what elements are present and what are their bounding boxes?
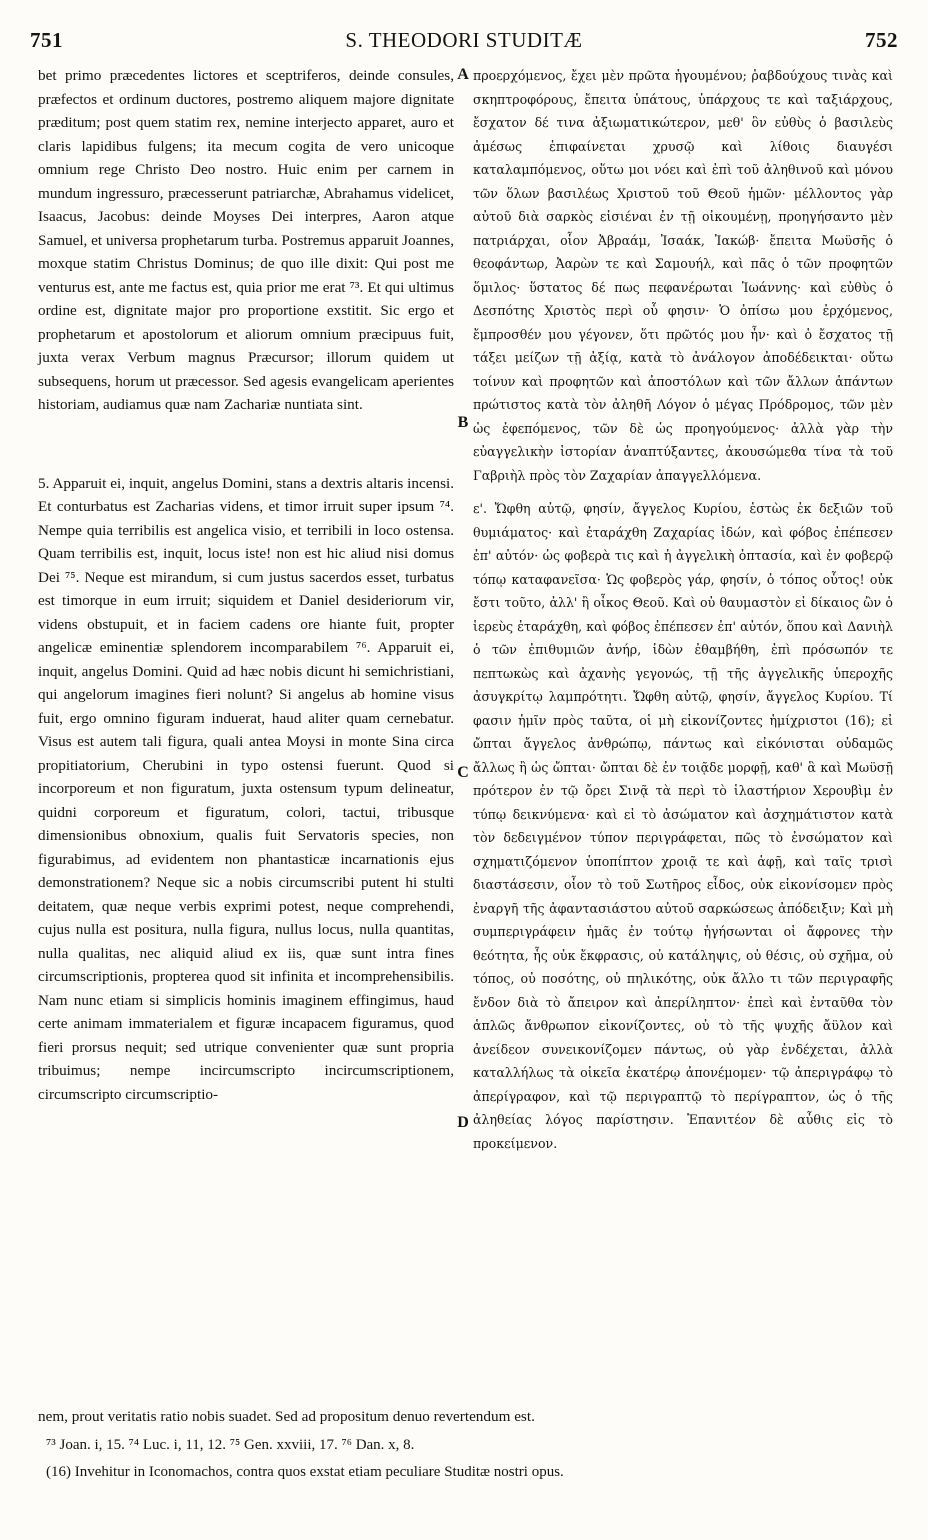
paragraph-gap xyxy=(473,487,893,497)
latin-paragraph-2: 5. Apparuit ei, inquit, angelus Domini, stans a dextris altaris incensi. Et conturbatus est Zacharias videns, et timor irruit super ipsum ⁷⁴. Nempe quia terribilis est angelica visio, et terribili in loco ostensa. Quam terribilis est, inquit, locus iste! non est hic aliud nisi domus Dei ⁷⁵. Neque est mirandum, si cum justus sacerdos esset, turbatus est timorque in eum irruit; siquidem et Daniel desideriorum vir, videns obstupuit, et in faciem cadens ore hiante fuit, propter angelicæ eminentiæ splendorem incomparabilem ⁷⁶. Apparuit ei, inquit, angelus Domini. Quid ad hæc nobis dicunt hi semichristiani, qui angelorum imagines fieri nolunt? Si angelus ab homine visus fuit, ergo omnino figuram induerat, haud aliter quam cernebatur. Visus est autem tali figura, quali antea Moysi in monte Sina circa propitiatorium, Cherubini in typo ostensi fuerunt. Quod si incorporeum et non figuratum, juxta ostensum typum delineatur, quidni corporeum et figuratum, colori, tactui, tribusque dimensionibus obnoxium, qualis fuit Servatoris species, non figurabimus, ad evidentem non phantasticæ incarnationis ejus demonstrationem? Neque sic a nobis circumscribi putent hi stulti deitatem, quæ neque verbis exprimi potest, neque comprehendi, cujus nulla est positura, nulla figura, nullus locus, nulla quantitas, nulla qualitas, nec aliquid aliud ex iis, quæ sunt intra fines circumscriptionis, propterea quod sit infinita et incomprehensibilis. Nam nunc etiam si simplicis hominis imaginem effingimus, haud certe animam immaterialem et figuræ incapacem figuramus, quod fieri prorsus nequit; sed utrique convenienter quæ sunt propria tribuimus; nempe incircumscripto incircumscriptionem, circumscripto circumscriptio- xyxy=(38,474,454,1103)
right-page-number: 752 xyxy=(865,28,898,52)
greek-paragraph-2: ε'. Ὤφθη αὐτῷ, φησίν, ἄγγελος Κυρίου, ἑστὼς ἐκ δεξιῶν τοῦ θυμιάματος· καὶ ἐταράχθη Ζαχαρίας ἰδών, καὶ φόβος ἐπέπεσεν ἐπ' αὐτόν· ὡς φοβερὰ τις καὶ ἡ ἀγγελικὴ ὀπτασία, καὶ ἐν φοβερῷ τόπῳ καταφανεῖσα· Ὡς φοβερὸς γάρ, φησίν, ὁ τόπος οὗτος! οὐκ ἔστι τοῦτο, ἀλλ' ἢ οἶκος Θεοῦ. Καὶ οὐ θαυμαστὸν εἰ δίκαιος ὢν ὁ ἱερεὺς ἐταράχθη, καὶ φόβος ἐπέπεσεν ἐπ' αὐτόν, ὅπου καὶ Δανιὴλ ὁ τῶν ἐπιθυμιῶν ἀνήρ, ἰδὼν ἐθαμβήθη, ἐπὶ πρόσωπόν τε πεπτωκὼς καὶ ἀχανὴς γεγονώς, τῇ τῆς ἀγγελικῆς ὑπεροχῆς ἀσυγκρίτῳ λαμπρότητι. Ὤφθη αὐτῷ, φησίν, ἄγγελος Κυρίου. Τί φασιν ἡμῖν πρὸς ταῦτα, οἱ μὴ εἰκονίζοντες ἡμίχριστοι (16); εἰ ὤπται ἄγγελος ἀνθρώπῳ, πάντως καὶ εἰκόνισται οὐδαμῶς ἄλλως ἢ ὡς ὤπται· ὤπται δὲ ἐν τοιᾷδε μορφῇ, καθ' ἃ καὶ Μωϋσῇ πρότερον ἐν τῷ ὄρει Σινᾷ τὰ περὶ τὸ ἱλαστήριον Χερουβὶμ ἐν τύπῳ δεικνύμενα· καὶ εἰ τὸ ἀσώματον καὶ ἀσχημάτιστον κατὰ τὸν δεδειγμένον τύπον περιγράφεται, πῶς τὸ ἐνσώματον καὶ σχηματιζόμενον ὑποπίπτον χροιᾷ τε καὶ ἁφῇ, καὶ ταῖς τρισὶ διαστάσεσιν, οἷον τὸ τοῦ Σωτῆρος εἶδος, οὐκ εἰκονίσομεν πρὸς ἐναργῆ τῆς ἀφαντασιάστου αὐτοῦ σαρκώσεως ἀπόδειξιν; Καὶ μὴ συμπεριγράφειν ἡμᾶς ἐν τούτῳ ἡγήσωνται οἱ ἄφρονες τὴν θεότητα, ἧς οὐκ ἔκφρασις, οὐ κατάληψις, οὐ θέσις, οὐ σχῆμα, οὐ τόπος, οὐ ποσότης, οὐ πηλικότης, οὐκ ἄλλο τι τῶν περιγραφῆς ἔνδον διὰ τὸ ἄπειρον καὶ ἀπερίληπτον· ἐπεὶ καὶ ἐνταῦθα τὸν ἁπλῶς ἄνθρωπον εἰκονίζοντες, οὐ τὸ τῆς ψυχῆς ἄϋλον καὶ ἀνείδεον συνεικονίζομεν πάντως, οὐ γὰρ ἐνδέχεται, ἀλλὰ καταλλήλως τὰ οἰκεῖα ἑκατέρῳ ἀπονέμομεν· τῷ ἀπεριγράφῳ τὸ ἀπερίγραφον, καὶ τῷ περιγραπτῷ τὸ περίγραπτον, ὡς ὁ τῆς ἀληθείας λόγος παρίστησιν. Ἐπανιτέον δὲ αὖθις εἰς τὸ προκείμενον. xyxy=(473,501,893,1151)
margin-marker-a: A xyxy=(457,66,469,83)
margin-marker-b: B xyxy=(457,414,469,431)
footnote-16: (16) Invehitur in Iconomachos, contra quos exstat etiam peculiare Studitæ nostri opus. xyxy=(46,1464,564,1480)
margin-marker-d: D xyxy=(457,1114,469,1131)
footnotes xyxy=(46,1432,898,1486)
running-title: S. THEODORI STUDITÆ xyxy=(345,28,583,52)
page-header xyxy=(30,28,898,62)
left-page-number: 751 xyxy=(30,28,63,52)
latin-column xyxy=(38,64,454,1106)
greek-paragraph-1: προερχόμενος, ἔχει μὲν πρῶτα ἡγουμένου; ῥαβδούχους τινὰς καὶ σκηπτροφόρους, ἔπειτα ὑπάτους, ὑπάρχους τε καὶ ταξιάρχους, ἔσχατον δέ τινα ἀξιωματικώτερον, μεθ' ὃν εὐθὺς ὁ βασιλεὺς ἀμέσως ἐπιφαίνεται χρυσῷ καὶ λίθοις διαυγέσι καταλαμπόμενος, οὕτω μοι νόει καὶ ἐπὶ τοῦ ἀληθινοῦ καὶ μόνου τῶν ὅλων βασιλέως Χριστοῦ τοῦ Θεοῦ ἡμῶν· μέλλοντος γὰρ αὐτοῦ διὰ σαρκὸς εἰσιέναι ἐν τῇ οἰκουμένῃ, προηγήσαντο μὲν πατριάρχαι, οἷον Ἀβραάμ, Ἰσαάκ, Ἰακώβ· ἔπειτα Μωϋσῆς ὁ θεοφάντωρ, Ἀαρὼν τε καὶ Σαμουήλ, καὶ πᾶς ὁ τῶν προφητῶν ὅμιλος· ὕστατος δέ πως πεφανέρωται Ἰωάννης· καὶ εὐθὺς ὁ Δεσπότης Χριστὸς περὶ οὗ φησιν· Ὁ ὀπίσω μου ἐρχόμενος, ἔμπροσθέν μου γέγονεν, ὅτι πρῶτός μου ἦν· καὶ ὁ ἔσχατος τῇ τάξει μείζων τῇ ἀξίᾳ, κατὰ τὸ ἀνάλογον ἀποδέδεικται· οὕτω τοίνυν καὶ προφητῶν καὶ ἀποστόλων καὶ τῶν ἄλλων ἁπάντων πρώτιστος κατὰ τὸν ἀληθῆ Λόγον ὁ μέγας Πρόδρομος, τῶν μὲν ὡς ἐφεπόμενος, τῶν δὲ ὡς προηγούμενος· ἀλλὰ γὰρ τὴν εὐαγγελικὴν ἱστορίαν ἀναπτύξαντες, ἀκουσώμεθα τίνα τὰ τοῦ Γαβριὴλ πρὸς τὸν Ζαχαρίαν ἀπαγγελλόμενα. xyxy=(473,68,893,483)
margin-marker-c: C xyxy=(457,764,469,781)
greek-column xyxy=(473,64,893,1155)
latin-paragraph-1: bet primo præcedentes lictores et sceptriferos, deinde consules, præfectos et ordinum ductores, postremo aliquem majore dignitate præditum; post quem statim rex, nemine interjecto apparet, auro et claris lapidibus fulgens; ita mecum cogita de vero unicoque omnium rege Christo Deo nostro. Huic enim per carnem in mundum ingressuro, præcesserunt patriarchæ, Abrahamus videlicet, Isaacus, Jacobus: deinde Moyses Dei interpres, Aaron atque Samuel, et universa prophetarum turba. Postremus apparuit Joannes, moxque statim Christus Dominus; de quo ille dixit: Qui post me venturus est, ante me factus est, quia prior me erat ⁷³. Et qui ultimus ordine est, dignitate major pro proportione exstitit. Sic ergo et prophetarum et apostolorum et aliorum omnium præcipuus fuit, juxta verax Verbum magnus Præcursor; illorum quidem ut subsequens, horum ut præcessor. Sed agesis evangelicam aperientes historiam, audiamus quæ nam Zachariæ nuntiata sint. xyxy=(38,67,454,413)
footnote-references: ⁷³ Joan. i, 15. ⁷⁴ Luc. i, 11, 12. ⁷⁵ Gen. xxviii, 17. ⁷⁶ Dan. x, 8. xyxy=(46,1437,415,1453)
paragraph-gap xyxy=(38,417,454,472)
continuation-line: nem, prout veritatis ratio nobis suadet. Sed ad propositum denuo revertendum est. xyxy=(38,1408,535,1425)
